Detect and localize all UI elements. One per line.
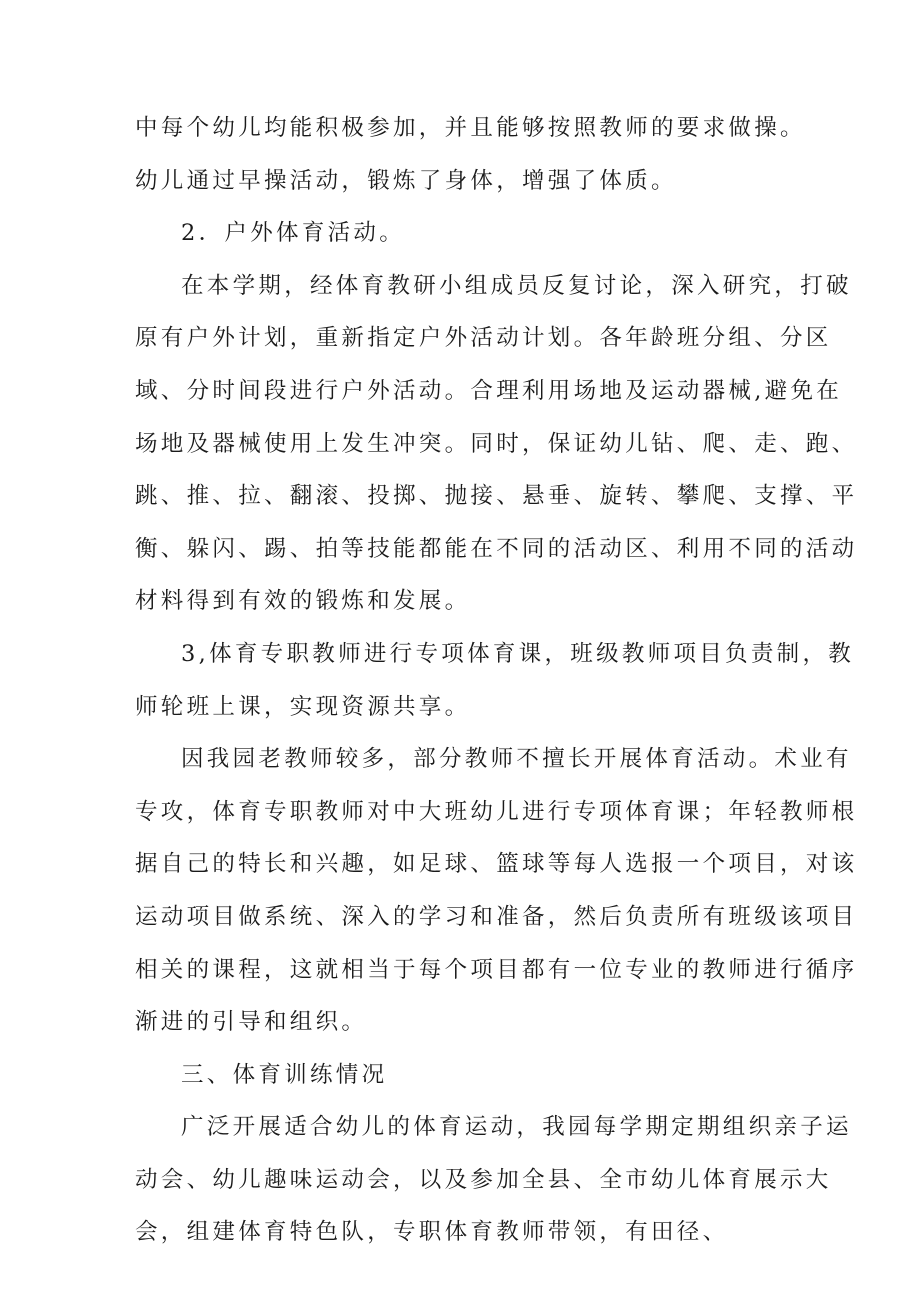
text-line: 专攻，体育专职教师对中大班幼儿进行专项体育课；年轻教师根: [135, 798, 858, 825]
text-line: 材料得到有效的锻炼和发展。: [135, 588, 471, 615]
text-line: 动会、幼儿趣味运动会，以及参加全县、全市幼儿体育展示大: [135, 1166, 832, 1193]
paragraph-first-line: 广泛开展适合幼儿的体育运动，我园每学期定期组织亲子运: [181, 1114, 852, 1141]
text-line: 域、分时间段进行户外活动。合理利用场地及运动器械,避免在: [135, 377, 843, 404]
text-line: 相关的课程，这就相当于每个项目都有一位专业的教师进行循序: [135, 956, 858, 983]
text-line: 跳、推、拉、翻滚、投掷、抛接、悬垂、旋转、攀爬、支撑、平: [135, 483, 858, 510]
section-heading-training: 三、体育训练情况: [181, 1061, 388, 1088]
text-line: 中每个幼儿均能积极参加，并且能够按照教师的要求做操。: [135, 115, 806, 141]
text-line: 据自己的特长和兴趣，如足球、篮球等每人选报一个项目，对该: [135, 851, 858, 878]
document-body: [135, 102, 858, 1259]
paragraph-first-line: 在本学期，经体育教研小组成员反复讨论，深入研究，打破: [181, 272, 852, 299]
text-line: 衡、躲闪、踢、拍等技能都能在不同的活动区、利用不同的活动: [135, 535, 858, 562]
paragraph-first-line: 因我园老教师较多，部分教师不擅长开展体育活动。术业有: [181, 746, 852, 773]
text-line: 运动项目做系统、深入的学习和准备，然后负责所有班级该项目: [135, 903, 858, 930]
text-line: 原有户外计划，重新指定户外活动计划。各年龄班分组、分区: [135, 325, 832, 352]
text-line: 场地及器械使用上发生冲突。同时，保证幼儿钻、爬、走、跑、: [135, 430, 858, 457]
text-line: 会，组建体育特色队，专职体育教师带领，有田径、: [135, 1219, 729, 1246]
text-line: 渐进的引导和组织。: [135, 1009, 368, 1036]
section-heading-specialist-teachers: 3,体育专职教师进行专项体育课，班级教师项目负责制，教: [181, 640, 855, 667]
text-line: 幼儿通过早操活动，锻炼了身体，增强了体质。: [135, 167, 677, 194]
text-line: 师轮班上课，实现资源共享。: [135, 693, 471, 720]
section-heading-outdoor-sports: 2．户外体育活动。: [181, 220, 406, 247]
